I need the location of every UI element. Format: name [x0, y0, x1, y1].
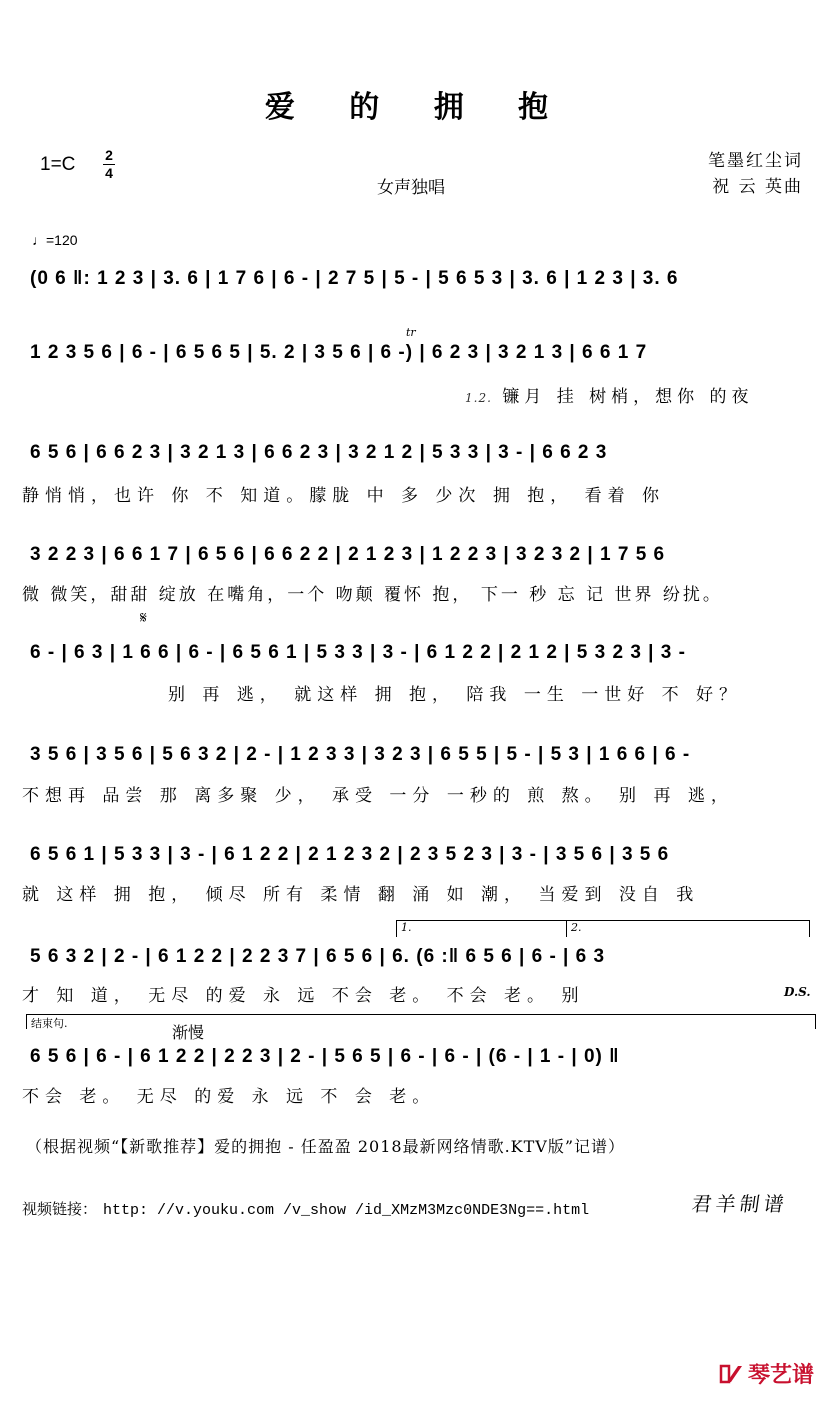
trill-mark: tr	[406, 326, 416, 339]
lyric-line-1	[465, 382, 805, 406]
time-signature	[103, 148, 115, 181]
notation-line-6: 3 5 6 | 3 5 6 | 5 6 3 2 | 2 - | 1 2 3 3 | 3 2 3 | 6 5 5 | 5 - | 5 3 | 1 6 6 | 6 -	[30, 744, 691, 765]
dal-segno-mark: D.S.	[784, 985, 811, 999]
video-url[interactable]: http: //v.youku.com /v_show /id_XMzM3Mzc0NDE3Ng==.html	[103, 1202, 590, 1219]
lyricist-credit: 笔墨红尘词	[708, 151, 803, 171]
source-note: （根据视频“【新歌推荐】爱的拥抱 - 任盈盈 2018最新网络情歌.KTV版”记谱）	[26, 1137, 626, 1156]
lyric-line-3: 微 微笑，甜甜 绽放 在嘴角，一个 吻颠 覆怀 抱， 下一 秒 忘 记 世界 纷扰。	[22, 585, 723, 604]
key-signature: 1=C	[40, 154, 76, 175]
performance-type: 女声独唱	[377, 178, 445, 198]
logo-icon	[718, 1362, 744, 1386]
lyric-line-7: 才 知 道， 无尽 的爱 永 远 不会 老。 不会 老。 别	[22, 986, 585, 1005]
tempo-marking: ♩=120	[32, 232, 78, 248]
lyric-line-6: 就 这样 拥 抱， 倾尽 所有 柔情 翻 涌 如 潮， 当爱到 没自 我	[22, 885, 700, 904]
notation-line-2: 1 2 3 5 6 | 6 - | 6 5 6 5 | 5. 2 | 3 5 6 | 6 -) | 6 2 3 | 3 2 1 3 | 6 6 1 7	[30, 342, 648, 363]
meter-bottom: 4	[105, 165, 113, 181]
lyric-text-1: 镰月 挂 树梢，想你 的夜	[502, 387, 754, 406]
lyric-line-4: 别 再 逃， 就这样 拥 抱， 陪我 一生 一世好 不 好？	[168, 685, 743, 704]
segno-icon: 𝄋	[140, 608, 147, 627]
meter-top: 2	[105, 147, 113, 163]
ritardando-mark: 渐慢	[172, 1023, 205, 1042]
video-label: 视频链接：	[22, 1200, 98, 1218]
video-link	[22, 1198, 589, 1219]
transcriber-signature: 君羊制谱	[690, 1192, 790, 1216]
lyric-line-5: 不想再 品尝 那 离多聚 少， 承受 一分 一秒的 煎 熬。 别 再 逃，	[22, 786, 734, 805]
site-logo[interactable]	[718, 1358, 814, 1389]
first-ending-bracket: 1.	[396, 920, 569, 937]
notation-line-8: 5 6 3 2 | 2 - | 6 1 2 2 | 2 2 3 7 | 6 5 6 | 6. (6 :‖ 6 5 6 | 6 - | 6 3	[30, 946, 606, 967]
notation-line-3: 6 5 6 | 6 6 2 3 | 3 2 1 3 | 6 6 2 3 | 3 2 1 2 | 5 3 3 | 3 - | 6 6 2 3	[30, 442, 608, 463]
composer-credit: 祝 云 英曲	[712, 177, 803, 197]
coda-bracket: 结束句.	[26, 1014, 816, 1029]
second-ending-bracket: 2.	[566, 920, 810, 937]
notation-line-5: 6 - | 6 3 | 1 6 6 | 6 - | 6 5 6 1 | 5 3 3 | 3 - | 6 1 2 2 | 2 1 2 | 5 3 2 3 | 3 -	[30, 642, 686, 663]
notation-line-9: 6 5 6 | 6 - | 6 1 2 2 | 2 2 3 | 2 - | 5 6 5 | 6 - | 6 - | (6 - | 1 - | 0) ‖	[30, 1046, 620, 1067]
song-title: 爱 的 拥 抱	[264, 90, 571, 125]
verse-label: 1.2.	[465, 391, 492, 405]
logo-text: 琴艺谱	[748, 1363, 815, 1388]
notation-line-4: 3 2 2 3 | 6 6 1 7 | 6 5 6 | 6 6 2 2 | 2 1 2 3 | 1 2 2 3 | 3 2 3 2 | 1 7 5 6	[30, 544, 666, 565]
notation-line-7: 6 5 6 1 | 5 3 3 | 3 - | 6 1 2 2 | 2 1 2 3 2 | 2 3 5 2 3 | 3 - | 3 5 6 | 3 5 6	[30, 844, 670, 865]
lyric-line-8: 不会 老。 无尽 的爱 永 远 不 会 老。	[22, 1087, 436, 1106]
notation-line-1: (0 6 ‖: 1 2 3 | 3. 6 | 1 7 6 | 6 - | 2 7 5 | 5 - | 5 6 5 3 | 3. 6 | 1 2 3 | 3. 6	[30, 268, 679, 289]
lyric-line-2: 静悄悄，也许 你 不 知道。朦胧 中 多 少次 拥 抱， 看着 你	[22, 486, 666, 505]
